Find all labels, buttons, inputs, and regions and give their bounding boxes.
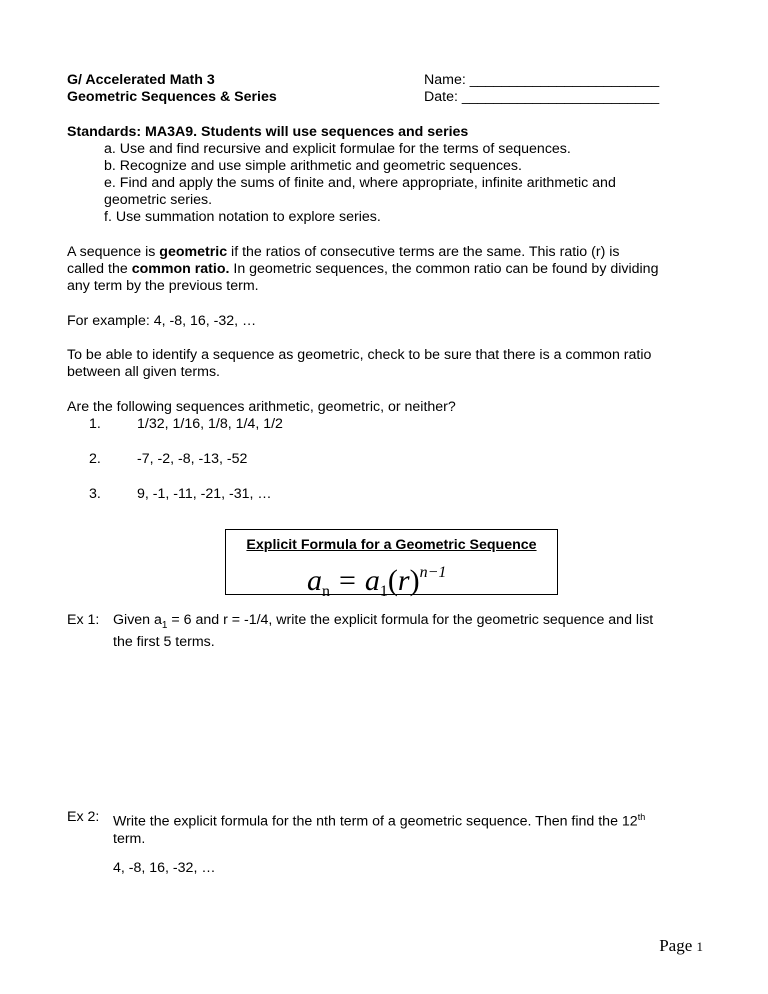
standard-item: a. Use and find recursive and explicit formulae for the terms of sequences.	[104, 141, 571, 157]
list-item: 3. 9, -1, -11, -21, -31, …	[89, 486, 272, 502]
list-item: 1. 1/32, 1/16, 1/8, 1/4, 1/2	[89, 416, 283, 432]
formula-box	[225, 529, 558, 600]
identify-line-1: To be able to identify a sequence as geometric, check to be sure that there is a common ratio	[67, 347, 652, 363]
example-text: For example: 4, -8, 16, -32, …	[67, 313, 257, 329]
name-field-label: Name: ________________________	[424, 72, 660, 88]
definition-line-1: A sequence is geometric if the ratios of consecutive terms are the same. This ratio (r) is	[67, 244, 620, 260]
standard-item: e. Find and apply the sums of finite and, where appropriate, infinite arithmetic and	[104, 175, 616, 191]
definition-paragraph	[67, 244, 707, 295]
ex1-label: Ex 1:	[67, 612, 100, 628]
standards-title: Standards: MA3A9. Students will use sequences and series	[67, 124, 469, 140]
definition-line-2: called the common ratio. In geometric sequences, the common ratio can be found by dividing	[67, 261, 659, 277]
standard-item: f. Use summation notation to explore series.	[104, 209, 381, 225]
standard-item: geometric series.	[104, 192, 213, 208]
ex2-text: Write the explicit formula for the nth term of a geometric sequence. Then find the 12th term.	[113, 812, 646, 847]
standards-block	[67, 124, 616, 226]
topic-title: Geometric Sequences & Series	[67, 89, 277, 105]
question-prompt: Are the following sequences arithmetic, geometric, or neither?	[67, 399, 456, 415]
term-geometric: geometric	[159, 244, 228, 260]
ex2-sequence: 4, -8, 16, -32, …	[113, 860, 216, 876]
page-number: Page 1	[659, 936, 703, 955]
course-title: G/ Accelerated Math 3	[67, 72, 215, 88]
standard-item: b. Recognize and use simple arithmetic and geometric sequences.	[104, 158, 522, 174]
list-item: 2. -7, -2, -8, -13, -52	[89, 451, 248, 467]
definition-line-3: any term by the previous term.	[67, 278, 259, 294]
term-common-ratio: common ratio.	[131, 261, 230, 277]
identify-paragraph	[67, 347, 651, 381]
explicit-formula: $a_n = a_1(r)^{n-1}$	[307, 564, 447, 600]
ex2-label: Ex 2:	[67, 809, 100, 825]
ex1-text: Given $a_1 = 6$ and r = -1/4, write the explicit formula for the geometric sequence and list the first 5 terms.	[113, 612, 654, 650]
identify-line-2: between all given terms.	[67, 364, 220, 380]
formula-title: Explicit Formula for a Geometric Sequence	[246, 537, 537, 553]
date-field-label: Date: _________________________	[424, 89, 660, 105]
